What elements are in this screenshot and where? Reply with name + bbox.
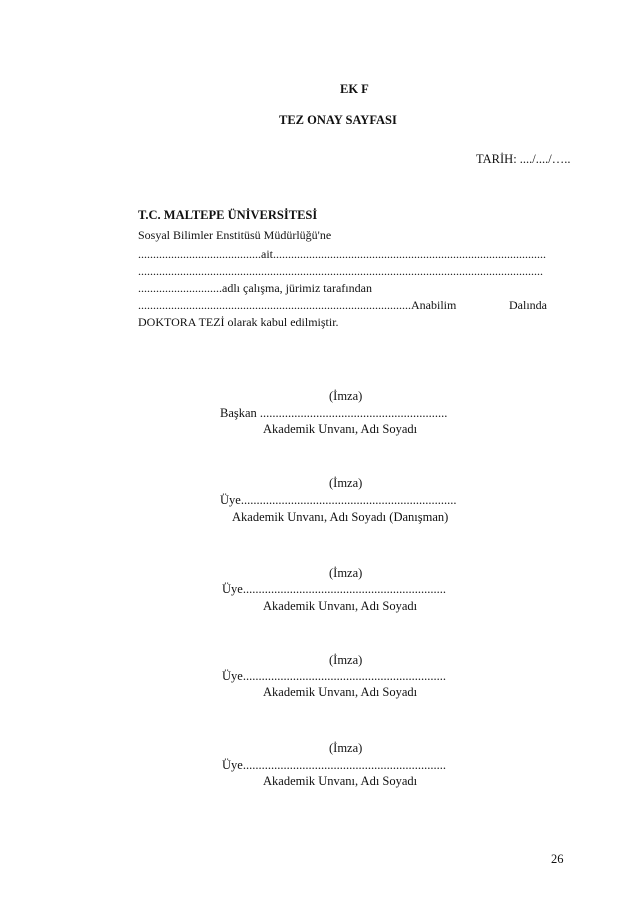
thesis-line-2: .......................................................................................................................................	[138, 264, 543, 278]
signatory-name: Akademik Unvanı, Adı Soyadı	[263, 599, 418, 613]
imza-label: (İmza)	[329, 476, 363, 490]
imza-label: (İmza)	[329, 741, 363, 755]
thesis-line-4-left: ...........................................................................................Anabilim	[138, 298, 457, 312]
date-field: TARİH: ..../..../…..	[476, 152, 571, 166]
imza-label: (İmza)	[329, 566, 363, 580]
university-name: T.C. MALTEPE ÜNİVERSİTESİ	[138, 208, 318, 222]
signatory-name: Akademik Unvanı, Adı Soyadı	[263, 422, 418, 436]
imza-label: (İmza)	[329, 389, 363, 403]
addressee: Sosyal Bilimler Enstitüsü Müdürlüğü'ne	[138, 228, 332, 242]
page-title: TEZ ONAY SAYFASI	[279, 113, 397, 127]
thesis-line-1: .........................................ait...........................................................................................	[138, 247, 546, 261]
role-line: Üye.....................................................................	[220, 493, 457, 507]
role-line: Üye.................................................................	[222, 582, 446, 596]
thesis-line-3: ............................adlı çalışma, jürimiz tarafından	[138, 281, 372, 295]
signatory-name: Akademik Unvanı, Adı Soyadı	[263, 774, 418, 788]
thesis-line-5: DOKTORA TEZİ olarak kabul edilmiştir.	[138, 315, 339, 329]
signatory-name: Akademik Unvanı, Adı Soyadı (Danışman)	[232, 510, 449, 524]
page-number: 26	[551, 852, 564, 866]
signatory-name: Akademik Unvanı, Adı Soyadı	[263, 685, 418, 699]
role-line: Üye.................................................................	[222, 669, 446, 683]
appendix-label: EK F	[340, 82, 369, 96]
imza-label: (İmza)	[329, 653, 363, 667]
role-line: Başkan ............................................................	[220, 406, 448, 420]
thesis-line-4-right: Dalında	[509, 298, 547, 312]
role-line: Üye.................................................................	[222, 758, 446, 772]
